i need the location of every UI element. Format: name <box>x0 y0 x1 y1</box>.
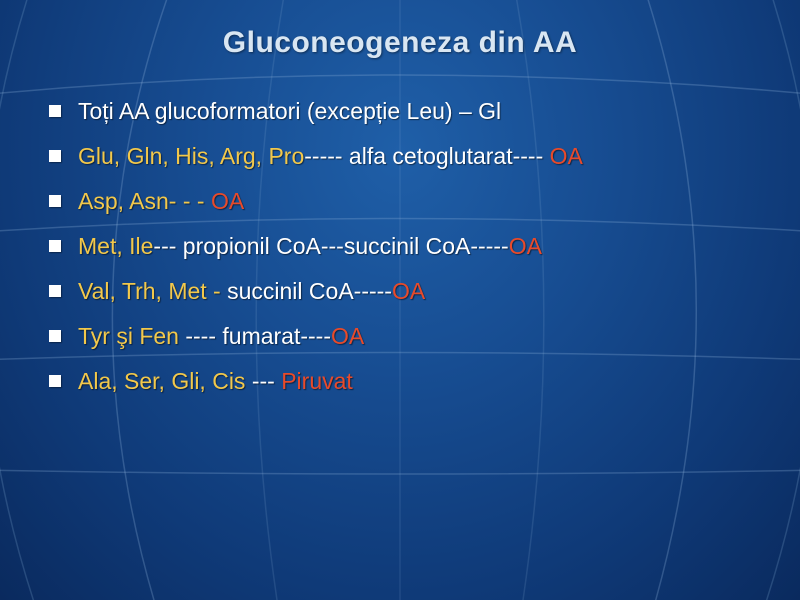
square-bullet-icon <box>49 105 61 117</box>
pathway-text: ----- alfa cetoglutarat---- <box>304 143 550 169</box>
pathway-text: ---- fumarat---- <box>185 323 331 349</box>
pathway-text: --- <box>251 368 282 394</box>
slide-title: Gluconeogeneza din AA <box>222 26 578 59</box>
amino-acids-text: Asp, Asn <box>78 188 169 214</box>
product-text: OA <box>331 323 365 349</box>
bullet-item <box>47 362 583 407</box>
square-bullet-icon <box>49 150 61 162</box>
pathway-text: --- propionil CoA---succinil CoA----- <box>153 233 509 259</box>
amino-acids-text: Val, Trh, Met - <box>78 278 228 304</box>
pathway-text: - - - <box>168 188 211 214</box>
amino-acids-text: Met, Ile <box>78 233 154 259</box>
bullet-item <box>47 317 583 362</box>
square-bullet-icon <box>49 285 61 297</box>
bullet-item <box>47 227 583 272</box>
product-text: OA <box>508 233 542 259</box>
square-bullet-icon <box>49 195 61 207</box>
square-bullet-icon <box>49 330 61 342</box>
square-bullet-icon <box>49 240 61 252</box>
product-text: OA <box>210 188 245 214</box>
amino-acids-text: Tyr şi Fen <box>78 323 186 349</box>
square-bullet-icon <box>49 375 61 387</box>
pathway-text: succinil CoA----- <box>227 278 392 304</box>
bullet-item <box>47 92 583 137</box>
product-text: OA <box>391 278 426 304</box>
amino-acids-text: Ala, Ser, Gli, Cis <box>78 368 252 394</box>
amino-acids-text: Glu, Gln, His, Arg, Pro <box>78 143 305 169</box>
bullet-item <box>47 182 583 227</box>
bullet-list <box>47 92 583 407</box>
product-text: OA <box>549 143 583 169</box>
bullet-text: Toți AA glucoformatori (excepție Leu) – Gl <box>78 98 502 124</box>
bullet-item <box>47 272 583 317</box>
bullet-item <box>47 137 583 182</box>
product-text: Piruvat <box>281 368 353 394</box>
